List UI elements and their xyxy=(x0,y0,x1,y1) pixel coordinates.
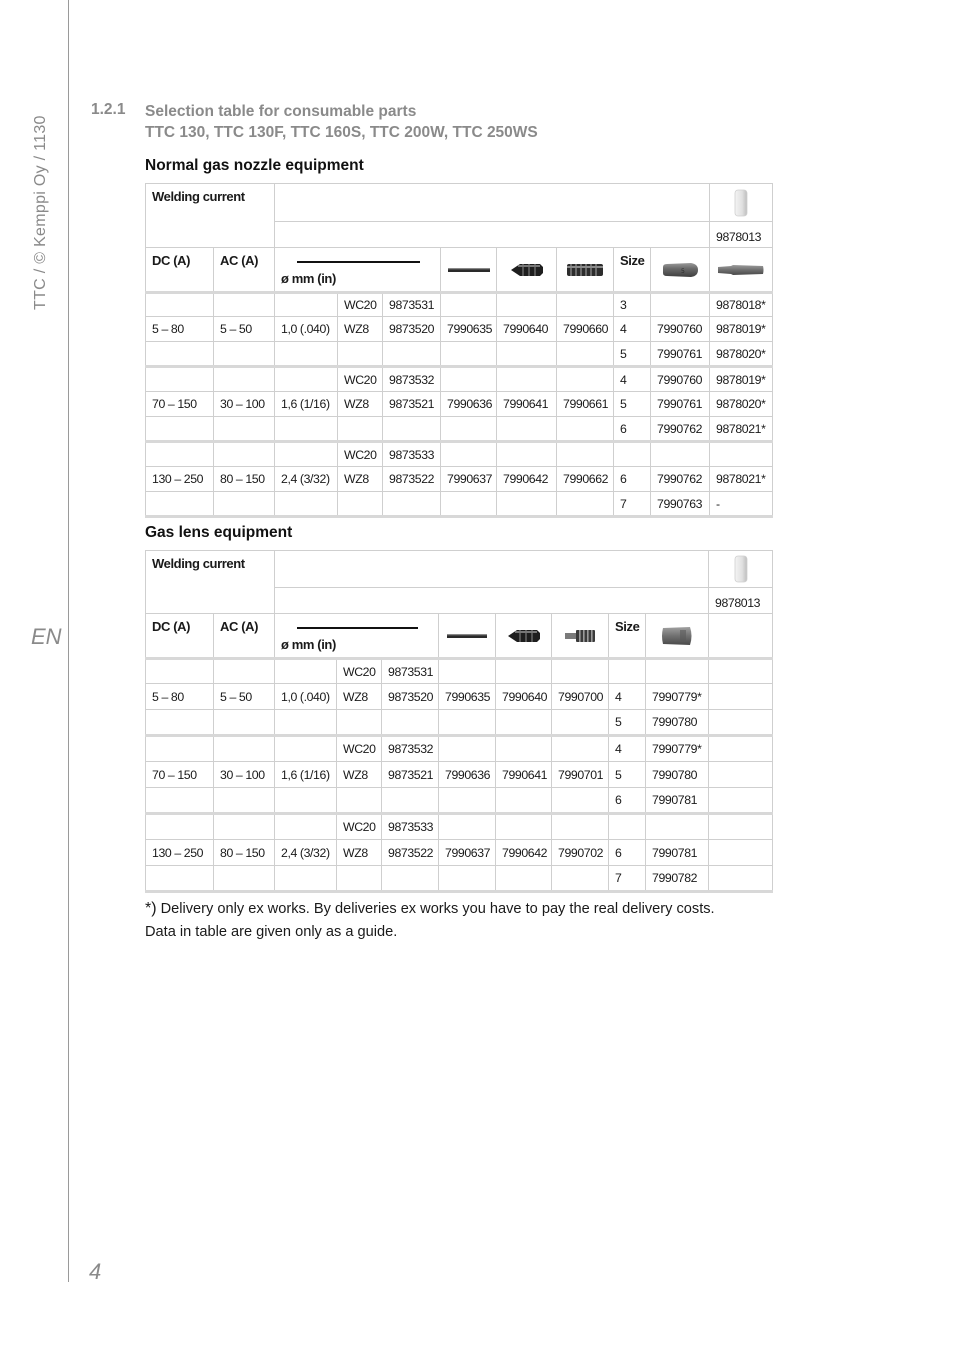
ceramic-nozzle-icon-cell xyxy=(651,248,710,293)
margin-rule xyxy=(68,0,69,1282)
welding-current-header: Welding current xyxy=(146,551,275,614)
table-row: 5 7990780 xyxy=(146,710,773,736)
table-row: 70 – 150 30 – 100 1,6 (1/16) WZ8 9873521 7990636 7990641 7990661 5 7990761 9878020* xyxy=(146,392,773,417)
table-row: 130 – 250 80 – 150 2,4 (3/32) WZ8 9873522 7990637 7990642 7990662 6 7990762 9878021* xyxy=(146,467,773,492)
ceramic-nozzle-icon xyxy=(661,261,699,279)
page-number: 4 xyxy=(89,1259,102,1284)
collet-body-icon-cell xyxy=(557,248,614,293)
gas-lens-rows xyxy=(146,659,773,892)
section-title-line1: Selection table for consumable parts xyxy=(145,103,417,120)
copyright-vertical-text: TTC / © Kemppi Oy / 1130 xyxy=(32,115,49,310)
size-header: Size xyxy=(609,614,646,659)
collet-icon xyxy=(507,627,541,645)
gas-lens-icon-cell xyxy=(552,614,609,659)
diameter-label: ø mm (in) xyxy=(281,637,336,652)
table-row: WC20 9873533 xyxy=(146,442,773,467)
diameter-label: ø mm (in) xyxy=(281,271,336,286)
gas-lens-icon xyxy=(564,627,596,645)
table-row: WC20 9873533 xyxy=(146,814,773,840)
table-row: 6 7990781 xyxy=(146,788,773,814)
electrode-icon-cell xyxy=(441,248,497,293)
table-row: 5 – 80 5 – 50 1,0 (.040) WZ8 9873520 7990635 7990640 7990660 4 7990760 9878019* xyxy=(146,317,773,342)
collet-icon-cell xyxy=(496,614,552,659)
welding-current-header: Welding current xyxy=(146,184,275,248)
ac-header: AC (A) xyxy=(214,248,275,293)
table-row: 7 7990763 - xyxy=(146,492,773,517)
top-insulator-icon-cell xyxy=(710,184,773,222)
dc-header: DC (A) xyxy=(146,248,214,293)
table-row: 5 7990761 9878020* xyxy=(146,342,773,367)
footnote-text-1: Delivery only ex works. By deliveries ex works you have to pay the real delivery costs. xyxy=(160,901,715,917)
collet-icon xyxy=(510,261,544,279)
size-header: Size xyxy=(614,248,651,293)
normal-nozzle-heading: Normal gas nozzle equipment xyxy=(145,157,364,174)
footnote-asterisk: *) xyxy=(145,900,157,917)
electrode-icon-cell xyxy=(439,614,496,659)
language-tag: EN xyxy=(31,624,62,649)
gas-lens-heading: Gas lens equipment xyxy=(145,524,293,541)
dc-header: DC (A) xyxy=(146,614,214,659)
insulator-ring-icon xyxy=(733,189,749,217)
diameter-header xyxy=(275,614,439,659)
electrode-icon xyxy=(447,265,491,275)
table-row: WC20 9873532 4 7990779* xyxy=(146,736,773,762)
table-row: 5 – 80 5 – 50 1,0 (.040) WZ8 9873520 7990635 7990640 7990700 4 7990779* xyxy=(146,684,773,710)
normal-nozzle-rows xyxy=(146,293,773,517)
insulator-ring-icon xyxy=(733,555,749,583)
diameter-header xyxy=(275,248,441,293)
top-part-number: 9878013 xyxy=(709,588,773,614)
svg-text:5: 5 xyxy=(681,267,685,275)
table-row: 7 7990782 xyxy=(146,866,773,892)
table-row: 70 – 150 30 – 100 1,6 (1/16) WZ8 9873521 7990636 7990641 7990701 5 7990780 xyxy=(146,762,773,788)
electrode-icon xyxy=(446,631,488,641)
table-row: WC20 9873531 xyxy=(146,659,773,684)
table-row: WC20 9873531 3 9878018* xyxy=(146,293,773,317)
table-row: WC20 9873532 4 7990760 9878019* xyxy=(146,367,773,392)
ac-header: AC (A) xyxy=(214,614,275,659)
footnote-line1 xyxy=(145,897,715,921)
footnote xyxy=(145,897,715,944)
footnote-line2: Data in table are given only as a guide. xyxy=(145,924,398,940)
long-nozzle-icon xyxy=(717,263,765,277)
electrode-line-icon xyxy=(297,627,418,629)
section-title xyxy=(145,101,538,143)
gas-lens-table xyxy=(145,550,773,893)
collet-icon-cell xyxy=(497,248,557,293)
long-nozzle-icon-cell xyxy=(710,248,773,293)
section-title-line2: TTC 130, TTC 130F, TTC 160S, TTC 200W, TTC 250WS xyxy=(145,124,538,141)
normal-nozzle-table xyxy=(145,183,773,518)
section-number: 1.2.1 xyxy=(91,101,126,118)
gas-lens-nozzle-icon xyxy=(660,624,694,648)
top-part-number: 9878013 xyxy=(710,222,773,248)
table-row: 130 – 250 80 – 150 2,4 (3/32) WZ8 9873522 7990637 7990642 7990702 6 7990781 xyxy=(146,840,773,866)
gas-lens-nozzle-icon-cell xyxy=(646,614,709,659)
table-row: 6 7990762 9878021* xyxy=(146,417,773,442)
electrode-line-icon xyxy=(297,261,420,263)
top-insulator-icon-cell xyxy=(709,551,773,588)
collet-body-icon xyxy=(566,261,604,279)
